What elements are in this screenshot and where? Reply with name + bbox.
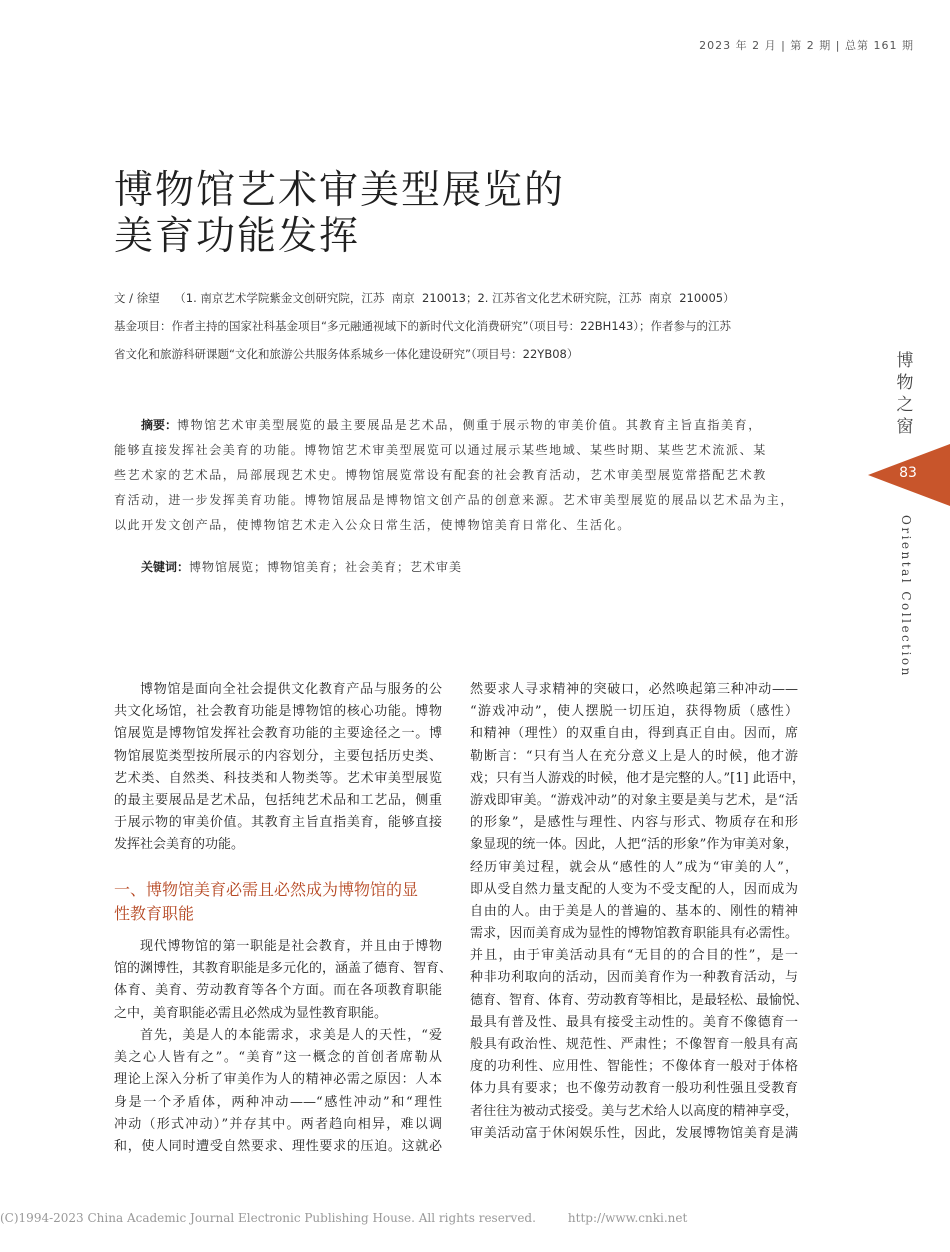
text-line: 勒断言：“只有当人在充分意义上是人的时候，他才游	[470, 748, 798, 764]
section-name-english: Oriental Collection	[899, 515, 913, 678]
text-line: 理论上深入分析了审美作为人的精神必需之原因：人本	[114, 1072, 442, 1088]
paragraph-intro	[114, 679, 442, 857]
copyright-text: (C)1994-2023 China Academic Journal Electronic Publishing House. All rights reserved.	[0, 1211, 536, 1225]
text-line: 首先，美是人的本能需求，求美是人的天性，“爱	[140, 1028, 442, 1043]
text-line: 博物馆是面向全社会提供文化教育产品与服务的公	[140, 682, 442, 697]
text-line: 的形象”，是感性与理性、内容与形式、物质存在和形	[470, 815, 798, 831]
text-line: 的最主要展品是艺术品，包括纯艺术品和工艺品，侧重	[114, 792, 442, 808]
text-line: 般具有政治性、规范性、严肃性；不像智育一般具有高	[470, 1037, 798, 1052]
column-title-vertical: 博 物 之 窗	[896, 351, 914, 437]
text-line: 即从受自然力量支配的人变为不受支配的人，因而成为	[470, 881, 798, 897]
abstract-label: 摘要：	[141, 418, 178, 432]
text-line: 共文化场馆，社会教育功能是博物馆的核心功能。博物	[114, 704, 442, 720]
author-affiliation: 文 / 徐望 （1. 南京艺术学院紫金文创研究院，江苏 南京 210013；2. 江苏省文化艺术研究院，江苏 南京 210005）	[114, 291, 735, 305]
text-line: 体育、美育、劳动教育等各个方面。而在各项教育职能	[114, 983, 442, 999]
text-line: 最具有普及性、最具有接受主动性的。美育不像德育一	[470, 1014, 798, 1030]
title-line-1: 博物馆艺术审美型展览的	[114, 168, 566, 213]
article-title	[114, 168, 565, 260]
funding-line-1: 基金项目：作者主持的国家社科基金项目“多元融通视域下的新时代文化消费研究”（项目号：22BH143）；作者参与的江苏	[114, 319, 732, 333]
text-line: 种非功利取向的活动，因而美育作为一种教育活动，与	[470, 970, 798, 986]
section-heading	[114, 878, 418, 926]
text-line: 游戏即审美。“游戏冲动”的对象主要是美与艺术，是“活	[470, 792, 798, 808]
keywords-text: 博物馆展览；博物馆美育；社会美育；艺术审美	[189, 560, 463, 574]
text-line: 于展示物的审美价值。其教育主旨直指美育，能够直接	[114, 815, 442, 831]
text-line: 之中，美育职能必需且必然成为显性教育职能。	[114, 1005, 388, 1021]
text-line: 者往往为被动式接受。美与艺术给人以高度的精神享受，	[470, 1103, 798, 1119]
text-line: 馆的渊博性，其教育职能是多元化的，涵盖了德育、智育、	[114, 961, 453, 977]
issue-info: 2023 年 2 月 | 第 2 期 | 总第 161 期	[699, 39, 914, 52]
text-line: 馆展览是博物馆发挥社会教育功能的主要途径之一。博	[114, 726, 442, 742]
abstract-line: 能够直接发挥社会美育的功能。博物馆艺术审美型展览可以通过展示某些地域、某些时期、某些艺术流派、某	[114, 443, 767, 457]
heading-line: 一、博物馆美育必需且必然成为博物馆的显	[114, 880, 419, 899]
abstract	[114, 413, 800, 538]
text-line: 物馆展览类型按所展示的内容划分，主要包括历史类、	[114, 748, 442, 764]
text-line: 然要求人寻求精神的突破口，必然唤起第三种冲动——	[470, 682, 798, 697]
paragraph-beauty	[114, 1025, 442, 1158]
text-line: 经历审美过程，就会从“感性的人”成为“审美的人”，	[470, 859, 798, 875]
text-line: 身是一个矛盾体，两种冲动——“感性冲动”和“理性	[114, 1094, 442, 1110]
footer	[0, 1211, 687, 1225]
title-line-2: 美育功能发挥	[114, 214, 361, 259]
keywords-label: 关键词：	[141, 560, 190, 574]
text-line: 戏；只有当人游戏的时候，他才是完整的人。”[1] 此语中，	[470, 770, 805, 786]
text-line: 和精神（理性）的双重自由，得到真正自由。因而，席	[470, 726, 798, 742]
text-line: 冲动（形式冲动）”并存其中。两者趋向相异，难以调	[114, 1116, 442, 1132]
text-line: 德育、智育、体育、劳动教育等相比，是最轻松、最愉悦、	[470, 992, 809, 1008]
text-line: 象显现的统一体。因此，人把“活的形象”作为审美对象，	[470, 837, 798, 853]
funding-line-2: 省文化和旅游科研课题“文化和旅游公共服务体系城乡一体化建设研究”（项目号：22YB08）	[114, 347, 579, 361]
text-line: 需求，因而美育成为显性的博物馆教育职能具有必需性。	[470, 926, 798, 942]
text-line: 艺术类、自然类、科技类和人物类等。艺术审美型展览	[114, 770, 442, 786]
text-line: “游戏冲动”，使人摆脱一切压迫，获得物质（感性）	[470, 704, 798, 720]
paragraph-right-column	[470, 679, 809, 1145]
text-line: 自由的人。由于美是人的普遍的、基本的、刚性的精神	[470, 903, 798, 919]
text-line: 并且，由于审美活动具有“无目的的合目的性”，是一	[470, 948, 798, 964]
text-line: 美之心人皆有之”。“美育”这一概念的首创者席勒从	[114, 1050, 442, 1066]
abstract-line: 摘要：博物馆艺术审美型展览的最主要展品是艺术品，侧重于展示物的审美价值。其教育主旨直指美育，	[141, 418, 762, 432]
text-line: 度的功利性、应用性、智能性；不像体育一般对于体格	[470, 1059, 798, 1075]
text-line: 和，使人同时遭受自然要求、理性要求的压迫。这就必	[114, 1138, 442, 1154]
text-line: 体力具有要求；也不像劳动教育一般功利性强且受教育	[470, 1081, 798, 1097]
abstract-line: 以此开发文创产品，使博物馆艺术走入公众日常生活，使博物馆美育日常化、生活化。	[114, 518, 631, 532]
keywords	[141, 558, 462, 575]
footer-link[interactable]: http://www.cnki.net	[567, 1211, 688, 1225]
abstract-line: 育活动，进一步发挥美育功能。博物馆展品是博物馆文创产品的创意来源。艺术审美型展览的展品以艺术品为主，	[114, 493, 795, 507]
abstract-line: 些艺术家的艺术品，局部展现艺术史。博物馆展览常设有配套的社会教育活动，艺术审美型展览常搭配艺术教	[114, 468, 767, 482]
text-line: 审美活动富于休闲娱乐性，因此，发展博物馆美育是满	[470, 1125, 798, 1141]
page-number: 83	[899, 465, 917, 481]
heading-line: 性教育职能	[114, 904, 195, 923]
text-line: 现代博物馆的第一职能是社会教育，并且由于博物	[140, 939, 442, 954]
text-line: 发挥社会美育的功能。	[114, 837, 245, 853]
paragraph-education	[114, 936, 453, 1025]
